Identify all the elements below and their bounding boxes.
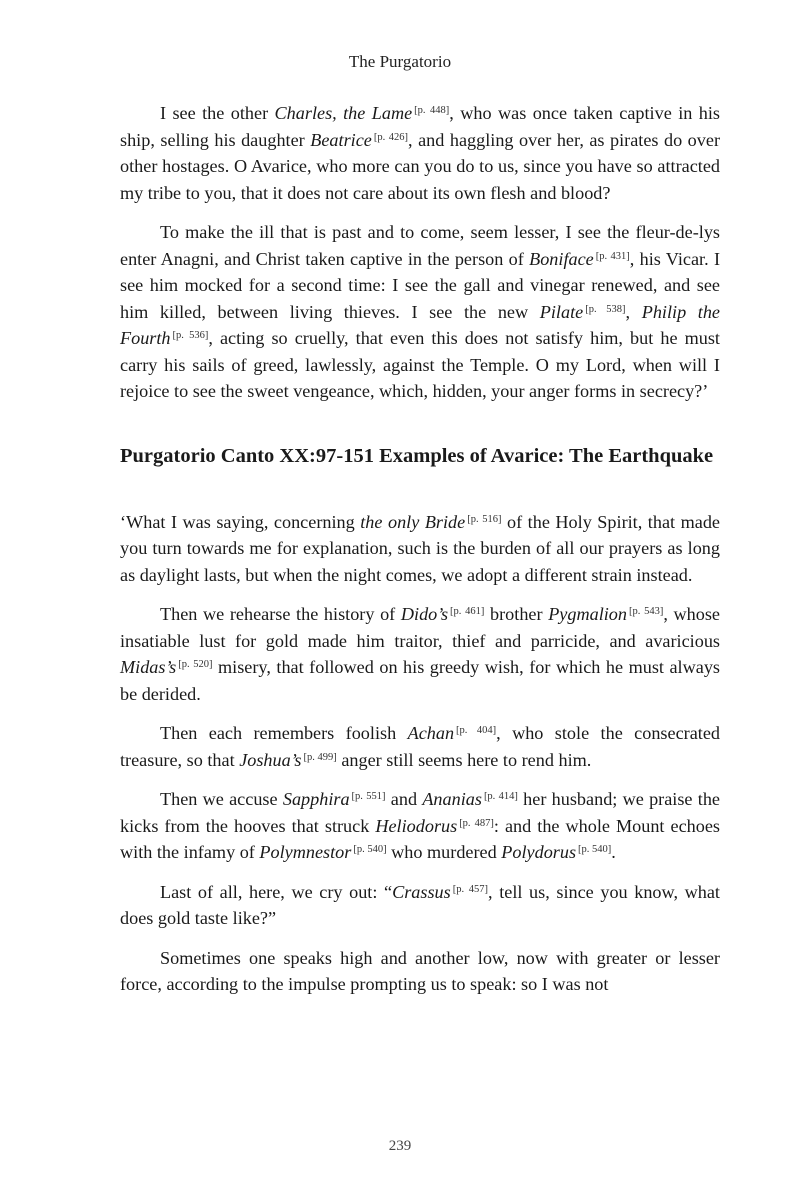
name-ref: Achan [407, 723, 455, 743]
page-ref-link[interactable]: [p. 543] [629, 606, 664, 617]
text-run: misery, that followed on his greedy wish, for which he must always be derided. [120, 657, 720, 704]
page-ref-link[interactable]: [p. 457] [452, 883, 489, 895]
text-run: , and haggling over her, as pirates do over other hostages. O Avarice, who more can you do to us, since you have so attracted my tribe to you, that it does not care about its own flesh and blood? [120, 129, 721, 203]
name-ref: Polydorus [501, 842, 577, 862]
text-run: , [625, 301, 642, 322]
name-ref: Pygmalion [548, 604, 627, 624]
text-run: , acting so cruelly, that even this does not satisfy him, but he must carry his sails of greed, lawlessly, against the Temple. O my Lord, when will I rejoice to see the sweet vengeance, which, hidden, your anger forms in secrecy?’ [120, 328, 720, 401]
page-ref-link[interactable]: [p. 414] [483, 791, 518, 802]
text-run: and [385, 789, 423, 809]
text-run: ‘What I was saying, concerning [120, 511, 361, 532]
text-run: : and the whole Mount echoes with the infamy of [120, 815, 720, 862]
page-ref-link[interactable]: [p. 538] [585, 303, 626, 315]
paragraph [120, 879, 720, 932]
text-run: anger still seems here to rend him. [336, 749, 592, 770]
page-ref-link[interactable]: [p. 516] [467, 513, 502, 525]
text-run: . [611, 842, 616, 862]
page-ref-link[interactable]: [p. 461] [450, 606, 485, 617]
text-run: , his Vicar. I see him mocked for a second time: I see the gall and vinegar renewed, and see him killed, between living thieves. I see the new [120, 248, 720, 322]
name-ref: the only Bride [360, 511, 466, 532]
page-ref-link[interactable]: [p. 448] [414, 105, 450, 116]
name-ref: Charles, the Lame [274, 103, 413, 123]
page-ref-link[interactable]: [p. 431] [595, 250, 630, 262]
text-run: of the Holy Spirit, that made you turn towards me for explanation, such is the burden of all our prayers as long as daylight lasts, but when the night comes, we adopt a different strain instead. [120, 511, 720, 585]
text-run: , who stole the consecrated treasure, so that [120, 723, 720, 770]
page-ref-link[interactable]: [p. 487] [459, 817, 494, 829]
page-ref-link[interactable]: [p. 404] [456, 725, 497, 736]
page-ref-link[interactable]: [p. 499] [303, 751, 337, 763]
text-run: I see the other [160, 103, 275, 123]
running-head: The Purgatorio [348, 52, 452, 71]
name-ref: Dido’s [400, 604, 449, 624]
name-ref: Ananias [422, 789, 482, 809]
paragraph [120, 945, 720, 998]
name-ref: Crassus [392, 881, 451, 902]
page-ref-link[interactable]: [p. 540] [353, 844, 387, 855]
name-ref: Pilate [539, 301, 584, 322]
name-ref: Boniface [529, 248, 594, 269]
page-ref-link[interactable]: [p. 551] [351, 791, 386, 802]
paragraph [120, 509, 720, 589]
name-ref: Heliodorus [375, 815, 458, 836]
text-run: Then we rehearse the history of [160, 604, 401, 624]
text-run: Last of all, here, we cry out: “ [160, 881, 393, 902]
paragraph [120, 601, 720, 707]
name-ref: Midas’s [120, 657, 177, 677]
page-ref-link[interactable]: [p. 536] [172, 330, 209, 341]
page-ref-link[interactable]: [p. 520] [178, 659, 213, 670]
text-run: who murdered [386, 842, 502, 862]
name-ref: Sapphira [282, 789, 350, 809]
text-run: , tell us, since you know, what does gold taste like?” [120, 881, 720, 928]
text-run: brother [484, 604, 549, 624]
page-body [120, 100, 720, 998]
text-run: Then each remembers foolish [160, 723, 408, 743]
name-ref: Polymnestor [259, 842, 352, 862]
name-ref: Beatrice [310, 129, 372, 150]
text-run: Then we accuse [160, 789, 283, 809]
page-ref-link[interactable]: [p. 540] [578, 844, 612, 855]
section-heading: Purgatorio Canto XX:97-151 Examples of Avarice: The Earthquake [120, 444, 714, 467]
name-ref: Philip the Fourth [120, 301, 721, 348]
paragraph [120, 786, 720, 866]
page-number: 239 [388, 1138, 412, 1154]
text-run: Sometimes one speaks high and another low, now with greater or lesser force, according to the impulse prompting us to speak: so I was not [120, 947, 720, 994]
paragraph [120, 219, 720, 405]
text-run: her husband; we praise the kicks from the hooves that struck [120, 789, 720, 836]
text-run: , who was once taken captive in his ship, selling his daughter [120, 103, 720, 150]
paragraph [120, 100, 720, 206]
text-run: To make the ill that is past and to come, seem lesser, I see the fleur-de-lys enter Anagni, and Christ taken captive in the person of [120, 222, 720, 269]
name-ref: Joshua’s [239, 749, 302, 770]
page-ref-link[interactable]: [p. 426] [373, 131, 409, 143]
paragraph [120, 720, 720, 773]
text-run: , whose insatiable lust for gold made him traitor, thief and parricide, and avaricious [120, 604, 720, 651]
